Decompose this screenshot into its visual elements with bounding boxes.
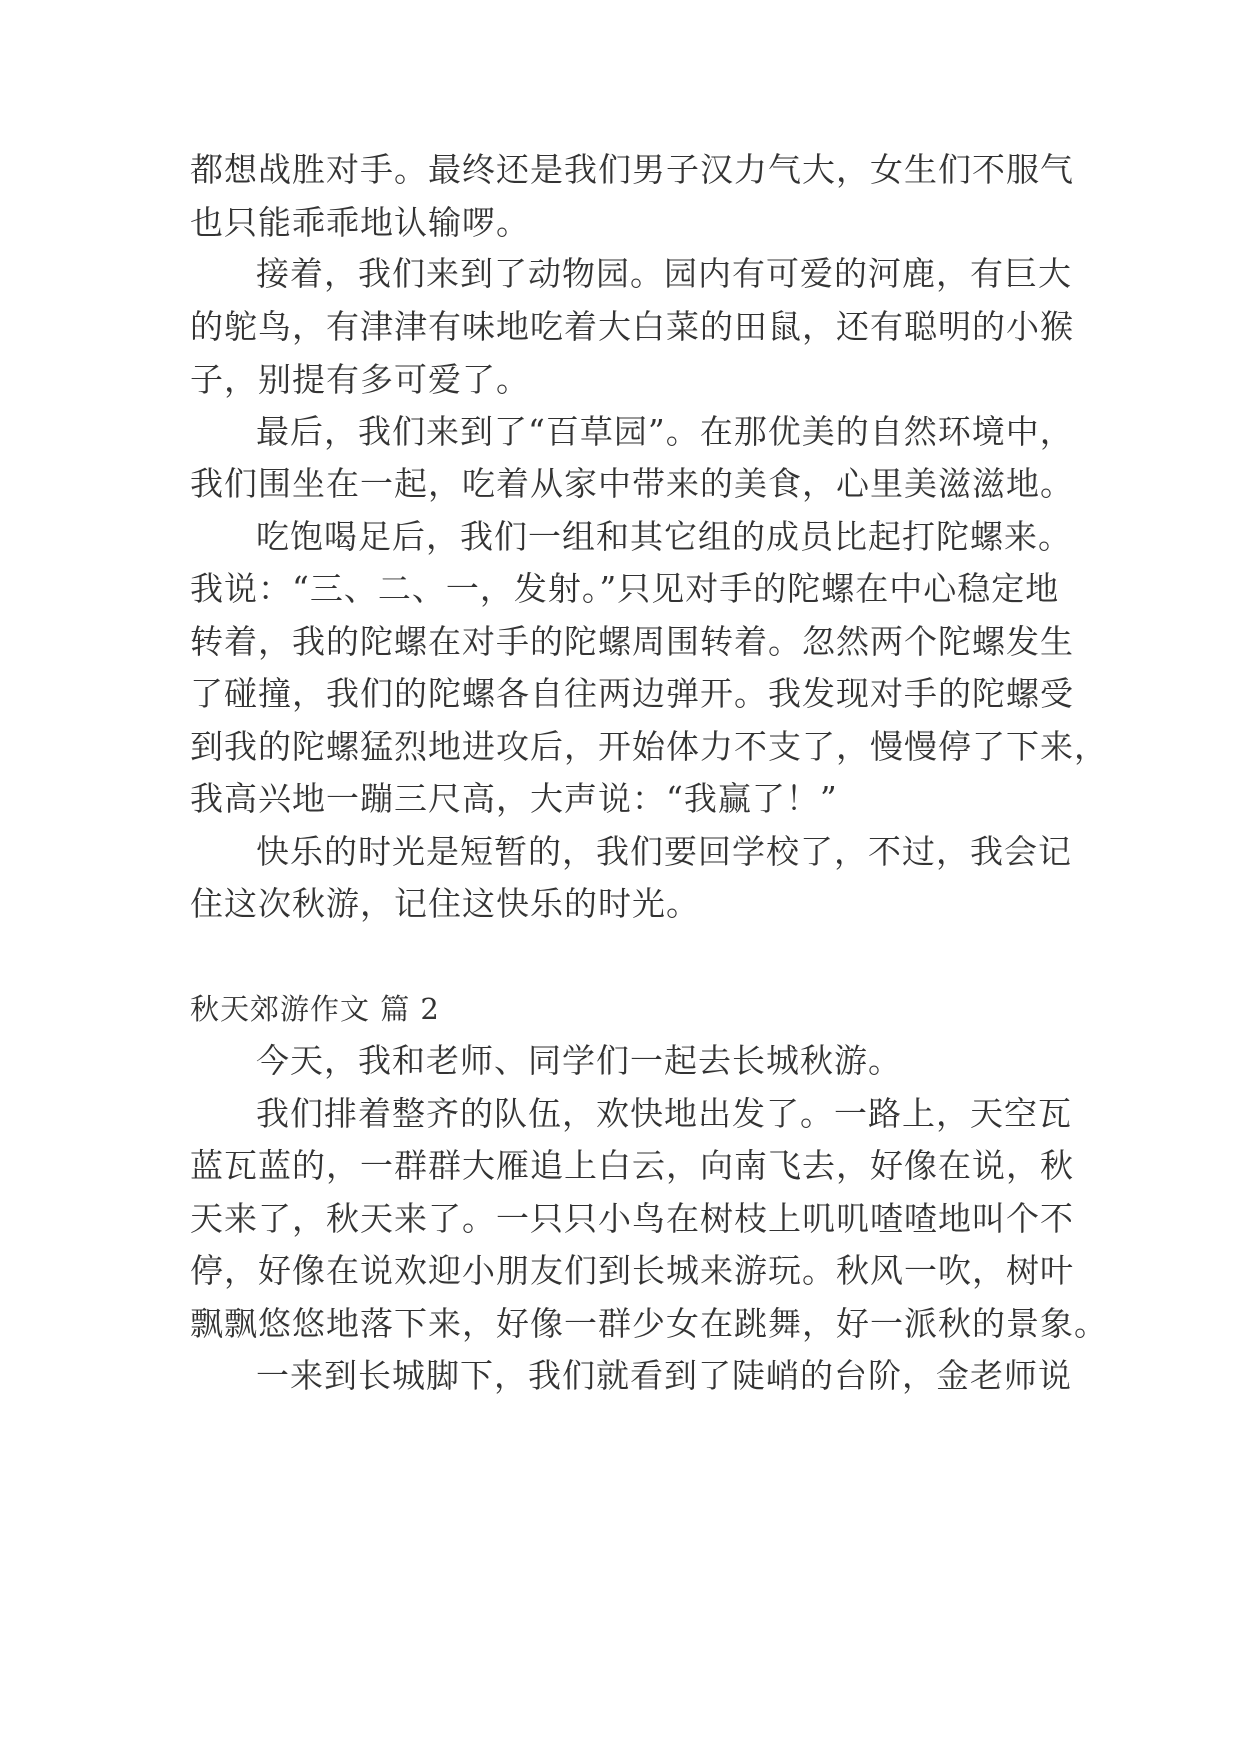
paragraph-line: 也只能乖乖地认输啰。 bbox=[190, 203, 530, 242]
paragraph-line: 我们排着整齐的队伍，欢快地出发了。一路上，天空瓦 bbox=[256, 1094, 1072, 1133]
paragraph-line: 了碰撞，我们的陀螺各自往两边弹开。我发现对手的陀螺受 bbox=[190, 674, 1074, 713]
paragraph-line: 停，好像在说欢迎小朋友们到长城来游玩。秋风一吹，树叶 bbox=[190, 1251, 1074, 1290]
paragraph-line: 吃饱喝足后，我们一组和其它组的成员比起打陀螺来。 bbox=[256, 517, 1072, 556]
paragraph-line: 快乐的时光是短暂的，我们要回学校了，不过，我会记 bbox=[256, 832, 1072, 871]
paragraph-line: 的鸵鸟，有津津有味地吃着大白菜的田鼠，还有聪明的小猴 bbox=[190, 307, 1074, 346]
paragraph-line: 接着，我们来到了动物园。园内有可爱的河鹿，有巨大 bbox=[256, 254, 1072, 293]
paragraph-line: 我说：“三、二、一，发射。”只见对手的陀螺在中心稳定地 bbox=[190, 569, 1060, 608]
paragraph-line: 今天，我和老师、同学们一起去长城秋游。 bbox=[256, 1041, 902, 1080]
paragraph-line: 转着，我的陀螺在对手的陀螺周围转着。忽然两个陀螺发生 bbox=[190, 622, 1074, 661]
paragraph-line: 一来到长城脚下，我们就看到了陡峭的台阶，金老师说 bbox=[256, 1356, 1072, 1395]
paragraph-line: 最后，我们来到了“百草园”。在那优美的自然环境中， bbox=[256, 412, 1074, 451]
paragraph-line: 我高兴地一蹦三尺高，大声说：“我赢了！” bbox=[190, 779, 838, 818]
paragraph-line: 天来了，秋天来了。一只只小鸟在树枝上叽叽喳喳地叫个不 bbox=[190, 1199, 1074, 1238]
essay-title: 秋天郊游作文 篇 2 bbox=[190, 992, 440, 1026]
paragraph-line: 蓝瓦蓝的，一群群大雁追上白云，向南飞去，好像在说，秋 bbox=[190, 1146, 1074, 1185]
paragraph-line: 子，别提有多可爱了。 bbox=[190, 360, 530, 399]
paragraph-line: 到我的陀螺猛烈地进攻后，开始体力不支了，慢慢停了下来， bbox=[190, 727, 1108, 766]
paragraph-line: 住这次秋游，记住这快乐的时光。 bbox=[190, 884, 700, 923]
paragraph-line: 飘飘悠悠地落下来，好像一群少女在跳舞，好一派秋的景象。 bbox=[190, 1304, 1108, 1343]
paragraph-line: 我们围坐在一起，吃着从家中带来的美食，心里美滋滋地。 bbox=[190, 464, 1074, 503]
paragraph-line: 都想战胜对手。最终还是我们男子汉力气大，女生们不服气 bbox=[190, 150, 1074, 189]
